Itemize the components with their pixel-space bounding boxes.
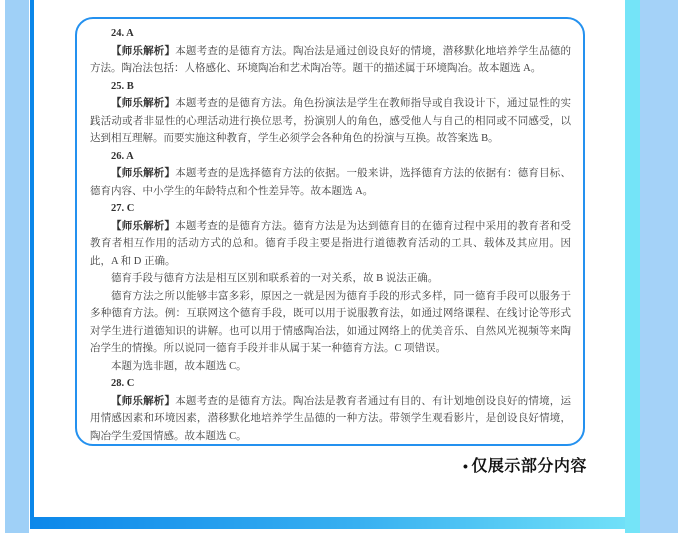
answer-number: 26. A — [111, 150, 134, 162]
right-cyan-strip — [625, 0, 640, 533]
analysis-label: 【师乐解析】 — [111, 168, 176, 179]
footer-note-text: 仅展示部分内容 — [471, 458, 587, 475]
left-blue-line — [30, 0, 34, 529]
footer-note — [463, 453, 587, 476]
answer-paragraph: 【师乐解析】本题考查的是德育方法。陶冶法是通过创设良好的情境，潜移默化地培养学生品德的方法。陶冶法包括：人格感化、环境陶冶和艺术陶冶等。题干的描述属于环境陶冶。故本题选 A。 — [90, 45, 572, 74]
answer-number: 25. B — [111, 80, 134, 92]
answer-number: 24. A — [111, 28, 134, 39]
right-blue-strip — [640, 0, 678, 533]
answer-number: 27. C — [111, 203, 135, 214]
analysis-label: 【师乐解析】 — [111, 98, 176, 109]
analysis-label: 【师乐解析】 — [111, 395, 176, 407]
answer-list — [90, 25, 571, 445]
analysis-label: 【师乐解析】 — [111, 45, 176, 57]
answer-number: 28. C — [111, 378, 135, 389]
left-light-strip — [5, 0, 29, 533]
bottom-gradient-bar — [30, 517, 625, 529]
answer-paragraph: 【师乐解析】本题考查的是德育方法。德育方法是为达到德育目的在德育过程中采用的教育者和受教育者相互作用的活动方式的总和。德育手段主要是指进行道德教育活动的工具、载体及其应用。因此，A 和 D 正确。 — [90, 220, 572, 267]
answer-paragraph: 【师乐解析】本题考查的是德育方法。陶冶法是教育者通过有目的、有计划地创设良好的情境，运用情感因素和环境因素，潜移默化地培养学生品德的一种方法。带领学生观看影片，是创设良好情境，陶冶学生爱国情感。故本题选 C。 — [90, 395, 572, 442]
answer-paragraph: 【师乐解析】本题考查的是选择德育方法的依据。一般来讲，选择德育方法的依据有：德育目标、德育内容、中小学生的年龄特点和个性差异等。故本题选 A。 — [90, 168, 572, 197]
answer-panel — [75, 17, 585, 446]
answer-paragraph: 德育手段与德育方法是相互区别和联系着的一对关系，故 B 说法正确。 — [111, 273, 439, 284]
analysis-label: 【师乐解析】 — [111, 220, 176, 232]
bullet-icon: • — [463, 458, 469, 474]
answer-paragraph: 本题为选非题，故本题选 C。 — [111, 360, 247, 372]
answer-paragraph: 德育方法之所以能够丰富多彩，原因之一就是因为德育手段的形式多样，同一德育手段可以服务于多种德育方法。例：互联网这个德育手段，既可以用于说服教育法，如通过网络课程、在线讨论等形式对学生进行道德知识的讲解。也可以用于情感陶冶法，如通过网络上的优美音乐、自然风光视频等来陶冶学生的情操。所以说同一德育手段并非从属于某一种德育方法。C 项错误。 — [90, 290, 571, 354]
answer-paragraph: 【师乐解析】本题考查的是德育方法。角色扮演法是学生在教师指导或自我设计下，通过显性的实践活动或者非显性的心理活动进行换位思考，扮演别人的角色，感受他人与自己的相同或不同感受，以达到相互理解。而要实施这种教育，学生必须学会各种角色的扮演与互换。故答案选 B。 — [90, 98, 572, 144]
